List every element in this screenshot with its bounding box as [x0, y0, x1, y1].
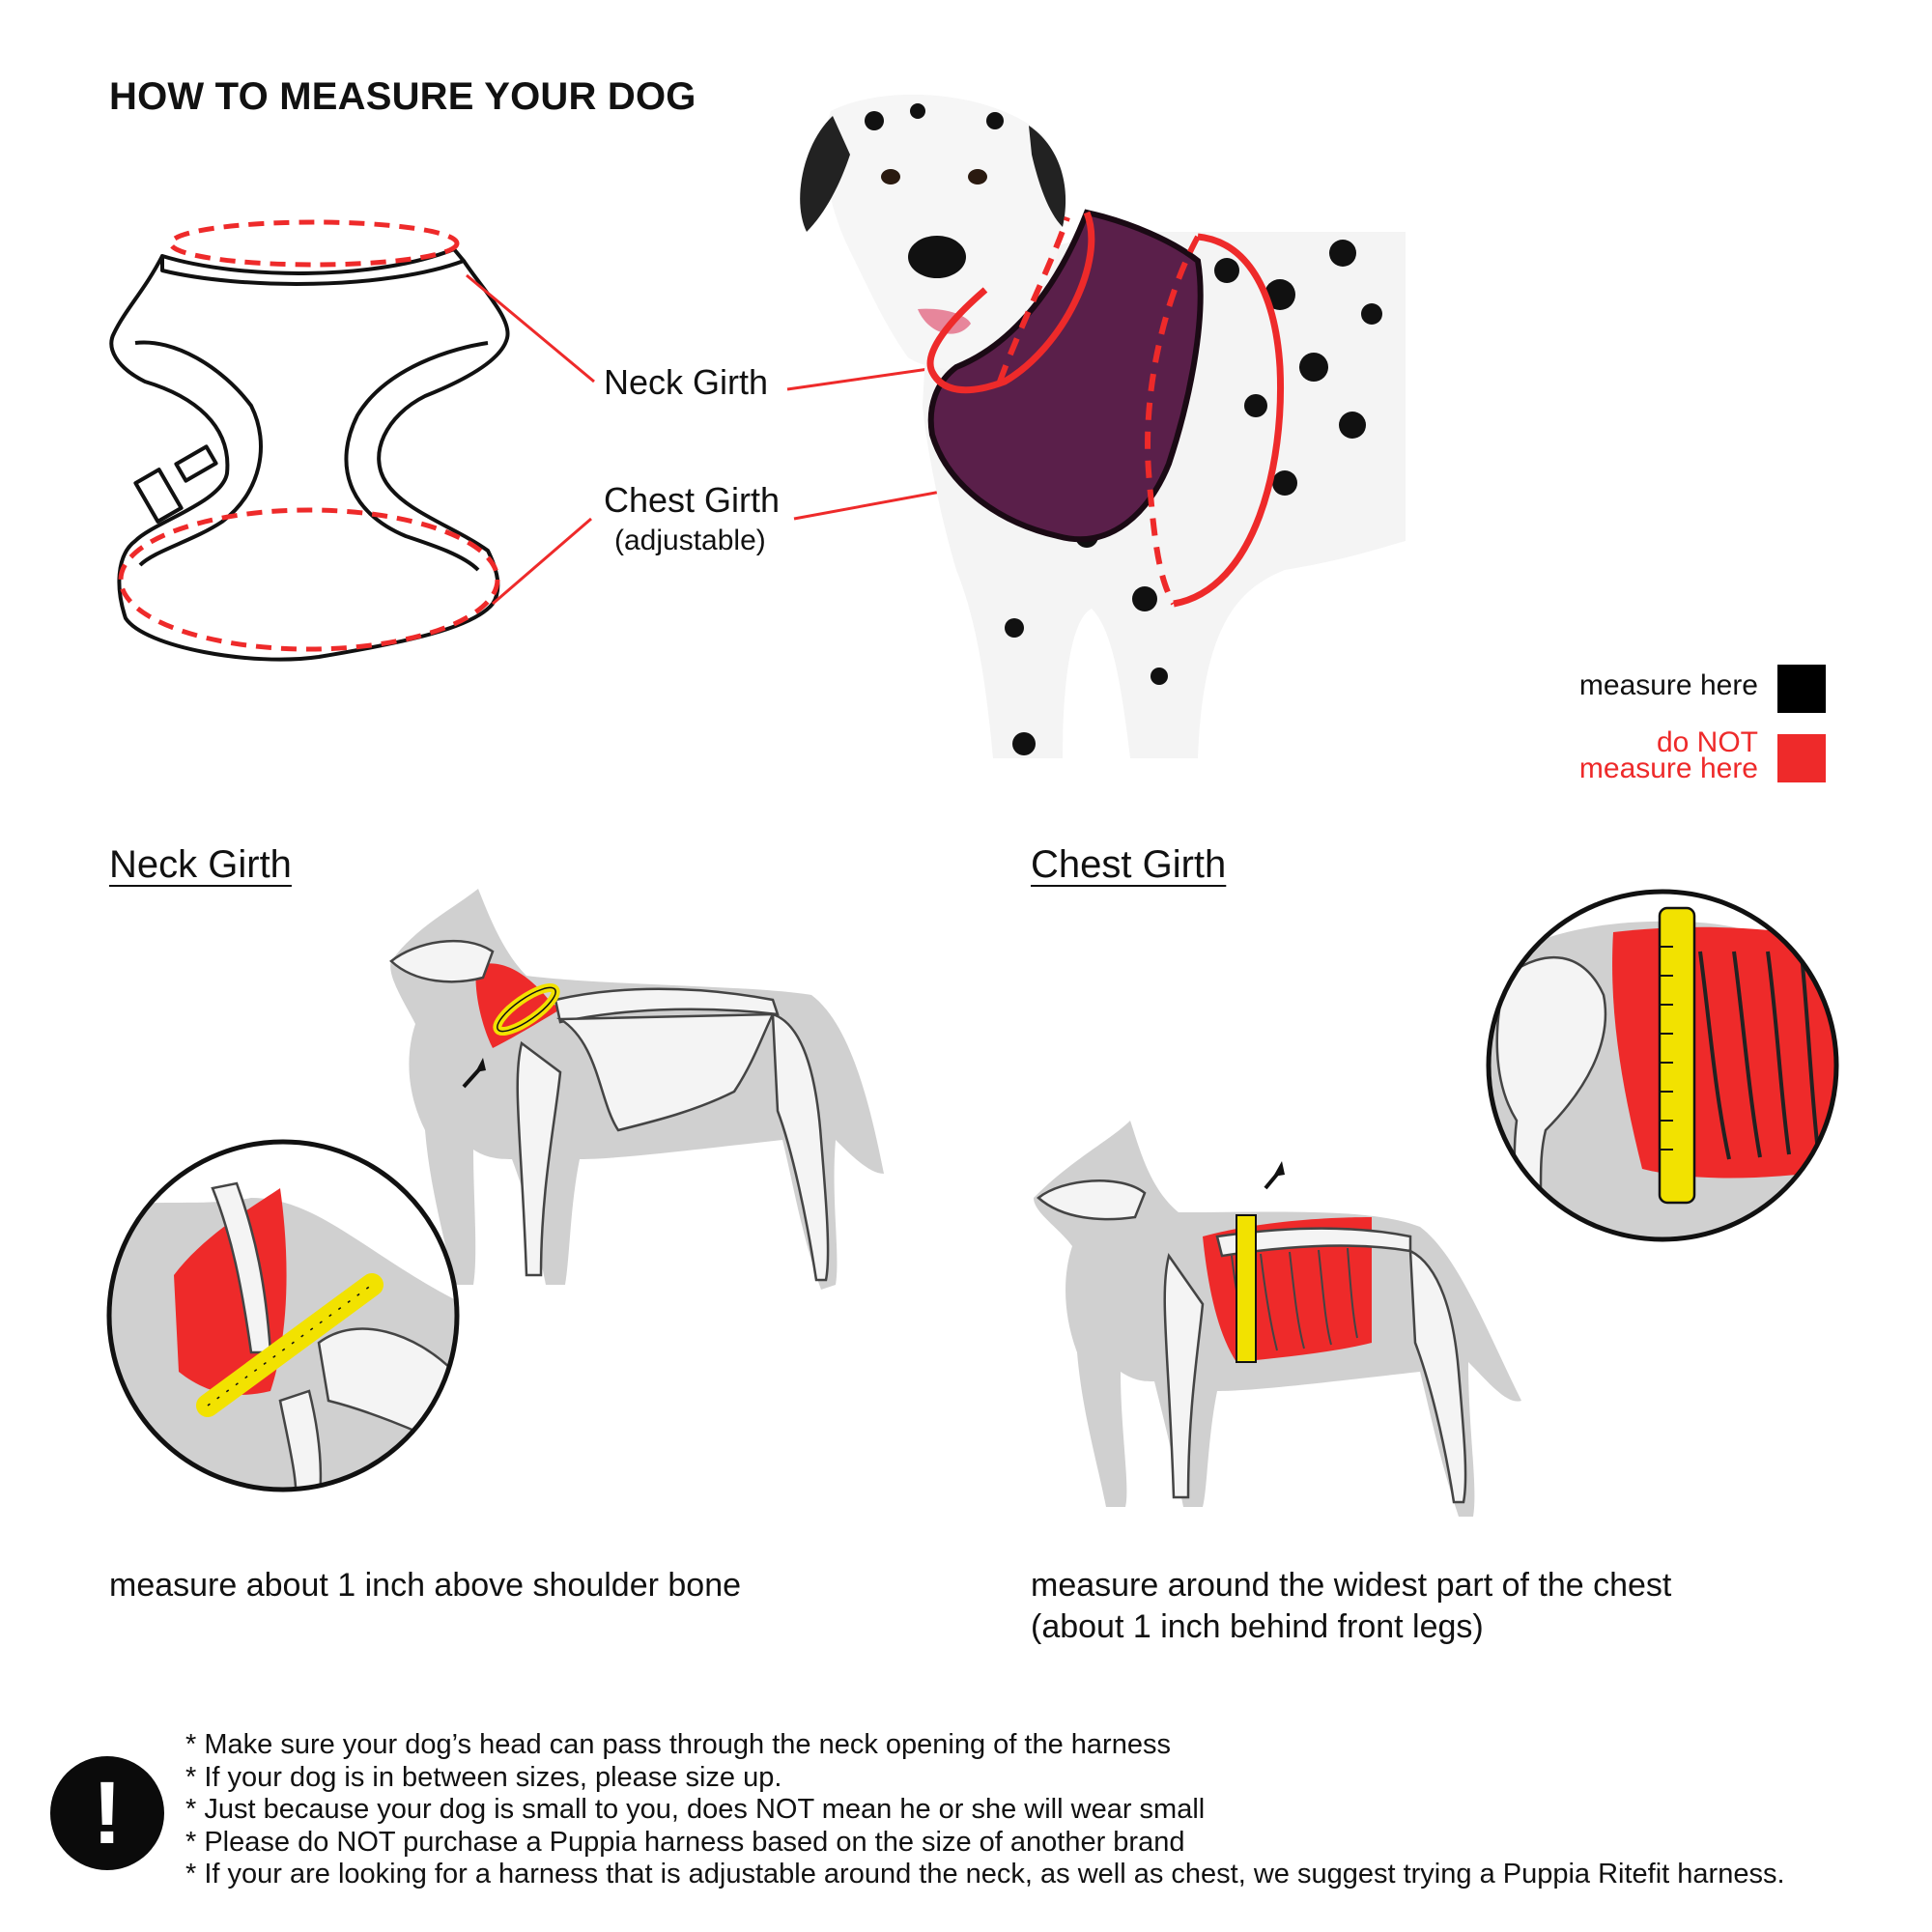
note-item: * Please do NOT purchase a Puppia harness based on the size of another brand [185, 1826, 1185, 1858]
neck-girth-heading: Neck Girth [109, 843, 292, 886]
legend-measure-label: measure here [1578, 669, 1758, 701]
legend-not-measure-line1: do NOT [1656, 726, 1758, 758]
notes-list [185, 1729, 1785, 1891]
legend-measure-swatch [1777, 665, 1826, 713]
chest-girth-heading: Chest Girth [1031, 843, 1227, 886]
chest-girth-caption-line2: (about 1 inch behind front legs) [1031, 1608, 1484, 1645]
note-item: * Just because your dog is small to you, does NOT mean he or she will wear small [185, 1794, 1206, 1825]
legend-not-measure-swatch [1777, 734, 1826, 782]
note-item: * If your dog is in between sizes, please size up. [185, 1761, 782, 1793]
exclamation-icon-glyph: ! [92, 1764, 123, 1862]
neck-girth-caption: measure about 1 inch above shoulder bone [109, 1567, 742, 1604]
chest-girth-callout: Chest Girth [604, 480, 781, 520]
chest-girth-caption-line1: measure around the widest part of the chest [1031, 1567, 1672, 1604]
chest-girth-note: (adjustable) [614, 525, 766, 556]
neck-girth-callout: Neck Girth [604, 362, 769, 402]
note-item: * If your are looking for a harness that is adjustable around the neck, as well as chest, we suggest trying a Puppia Ritefit harness. [185, 1859, 1785, 1889]
exclamation-icon [50, 1756, 164, 1870]
note-item: * Make sure your dog’s head can pass through the neck opening of the harness [185, 1729, 1171, 1760]
page-title: HOW TO MEASURE YOUR DOG [109, 75, 696, 118]
legend-not-measure-line2: measure here [1578, 753, 1758, 784]
